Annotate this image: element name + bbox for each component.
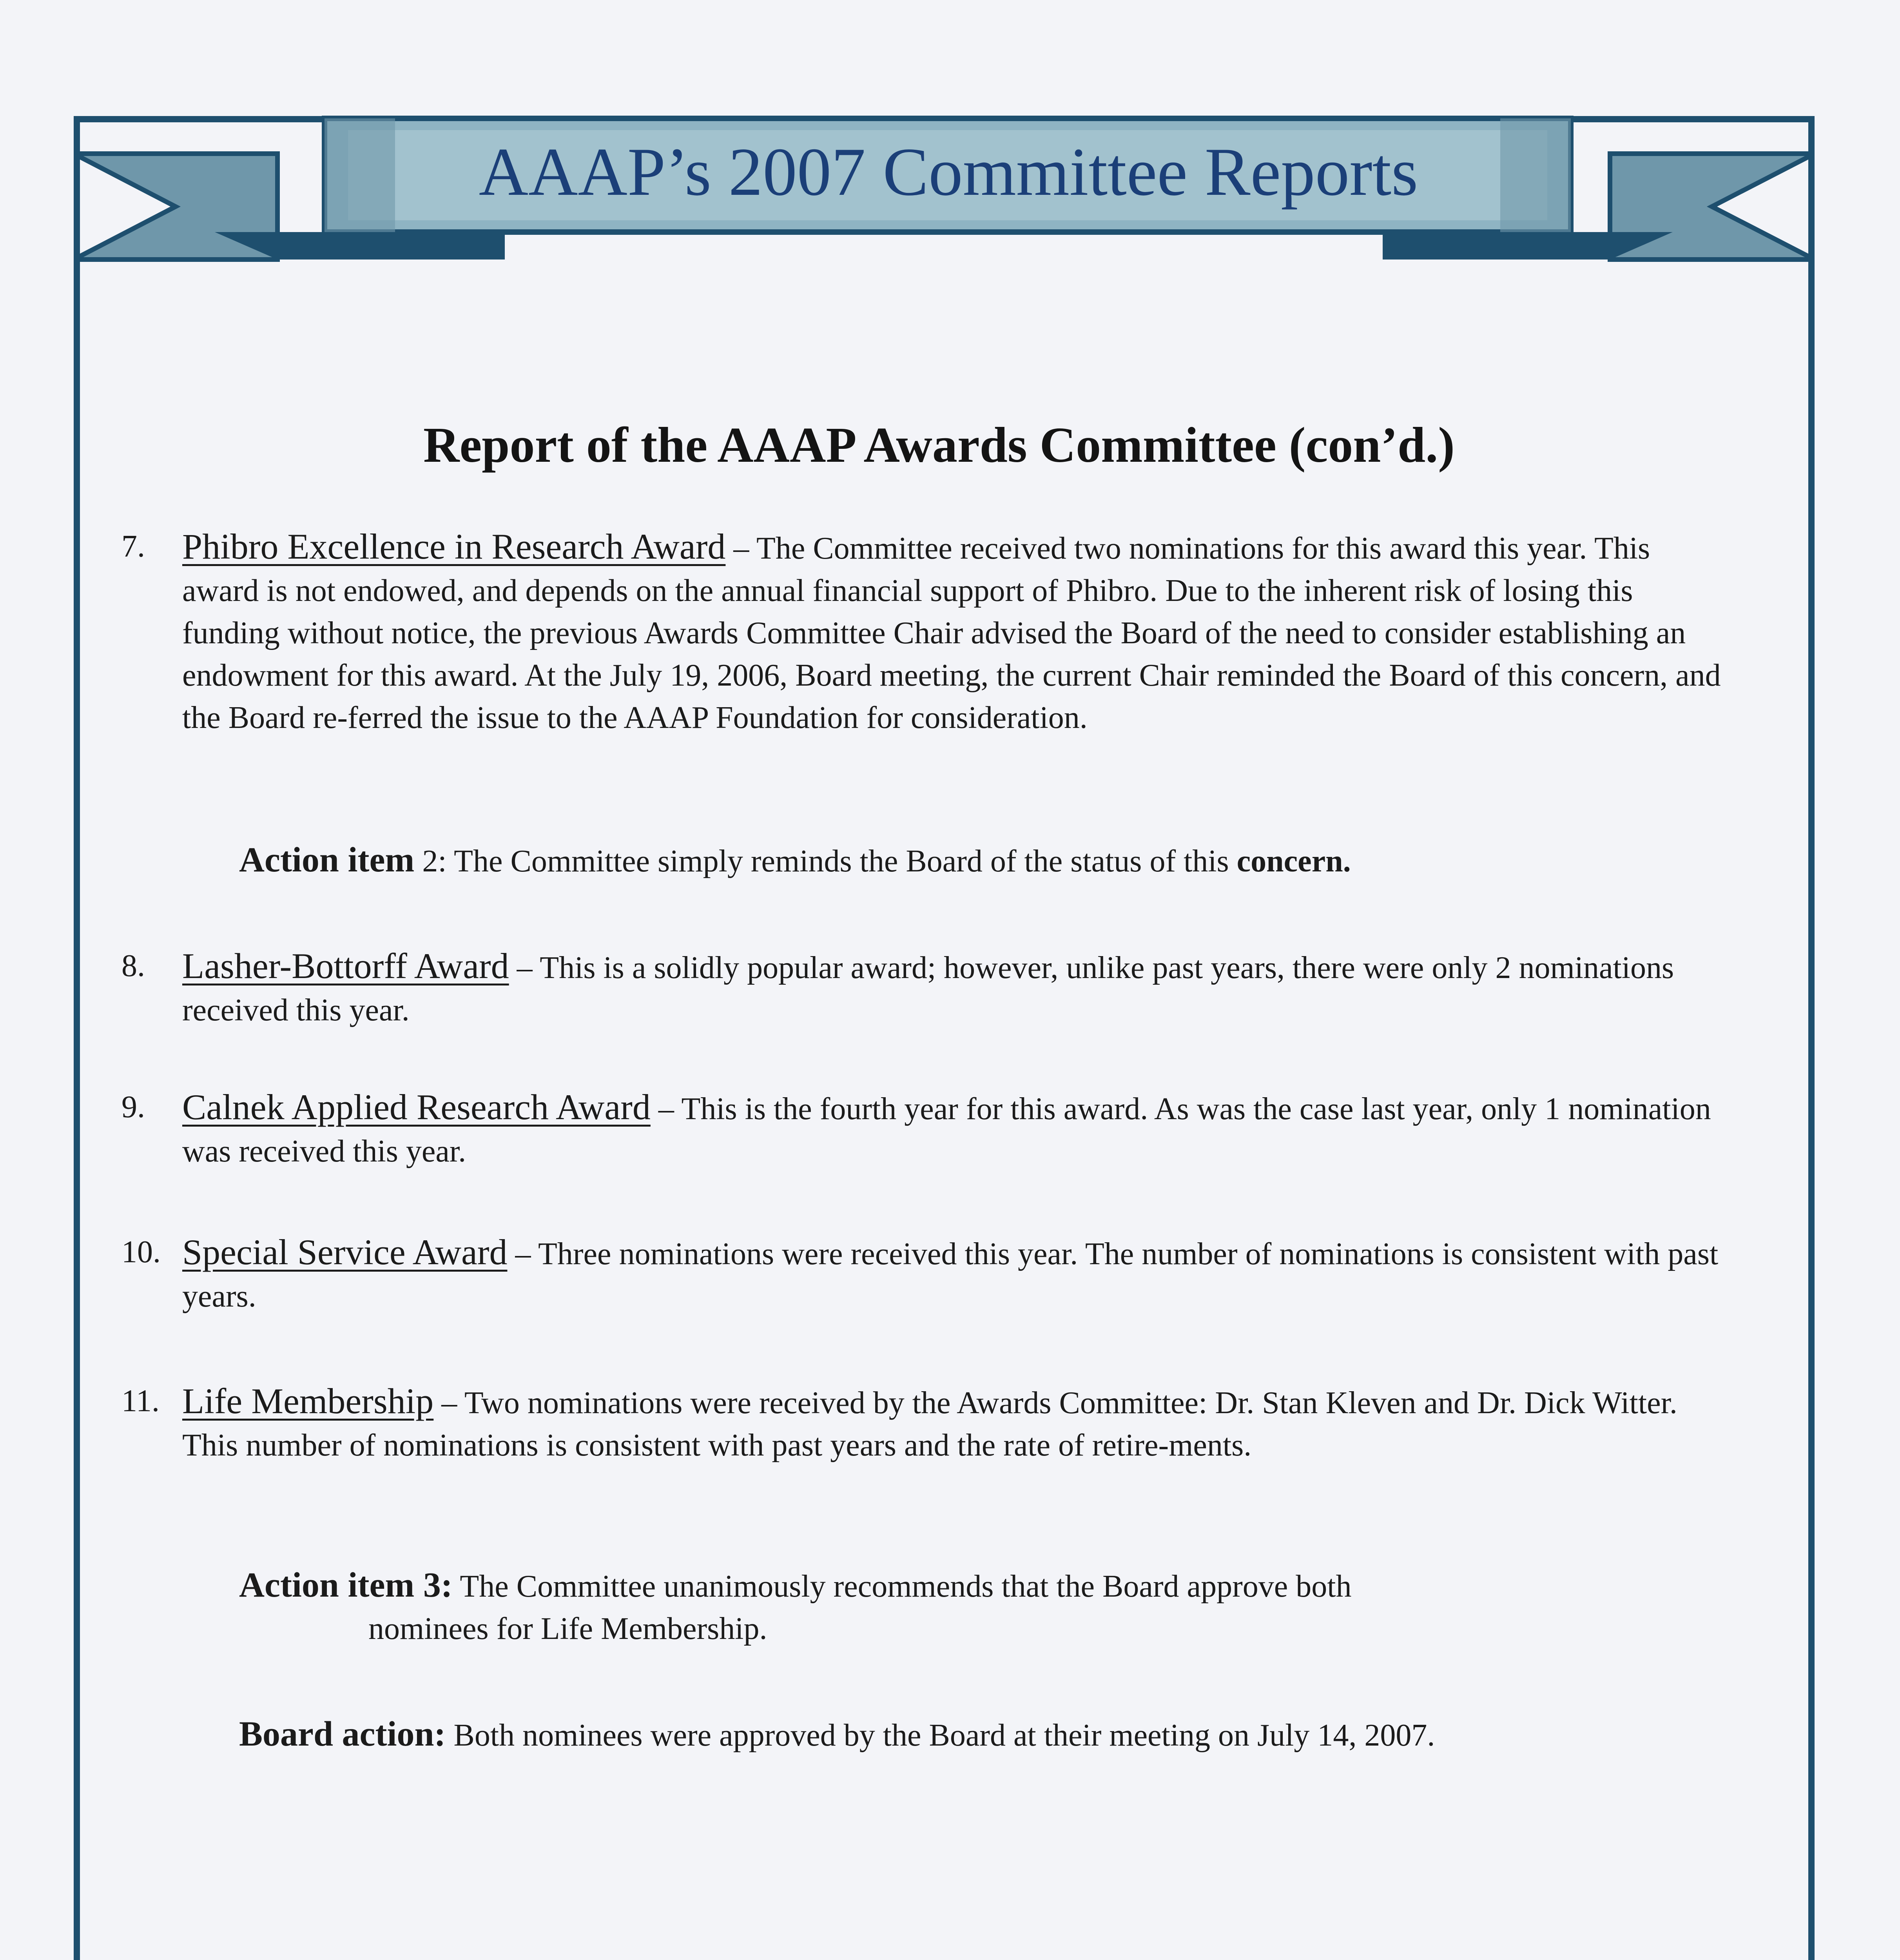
action-item (239, 839, 1728, 882)
item-body (182, 1380, 1732, 1466)
item-number: 11. (121, 1384, 160, 1418)
action-item-text: The Committee simply reminds the Board of the status of this (446, 844, 1237, 878)
item-text: – The Committee received two nominations for this award this year. This award is not endowed, and depends on the annual financial support of Phibro. Due to the inherent risk of losing this funding without notice, the previous Awards Committee Chair advised the Board of the need to consider establishing an endowment for this award. At the July 19, 2006, Board meeting, the current Chair reminded the Board of this concern, and the Board re-ferred the issue to the AAAP Foundation for consideration. (182, 531, 1721, 735)
item-body (182, 525, 1732, 739)
award-name: Phibro Excellence in Research Award (182, 526, 726, 566)
board-action-label: Board action: (239, 1715, 446, 1753)
action-item-continuation: nominees for Life Membership. (368, 1612, 767, 1646)
page-border (74, 116, 1815, 1960)
item-number: 8. (121, 949, 145, 983)
banner-title: AAAP’s 2007 Committee Reports (479, 134, 1418, 210)
award-name: Lasher-Bottorff Award (182, 946, 509, 986)
award-name: Special Service Award (182, 1232, 508, 1272)
report-title: Report of the AAAP Awards Committee (con’d.) (423, 417, 1455, 473)
award-name: Calnek Applied Research Award (182, 1087, 651, 1127)
action-item-number: 2: (414, 844, 447, 878)
action-item (239, 1564, 1728, 1650)
action-item-emphasis: concern. (1236, 844, 1351, 878)
item-number: 9. (121, 1090, 145, 1124)
board-action-text: Both nominees were approved by the Board at their meeting on July 14, 2007. (446, 1718, 1435, 1753)
item-body (182, 1086, 1732, 1172)
item-body (182, 1231, 1732, 1318)
action-item-text: The Committee unanimously recommends that the Board approve both (452, 1569, 1352, 1604)
item-number: 10. (121, 1235, 161, 1269)
item-text: – This is a solidly popular award; however, unlike past years, there were only 2 nominations received this year. (182, 951, 1674, 1027)
item-text: – Two nominations were received by the Awards Committee: Dr. Stan Kleven and Dr. Dick Witter. This number of nominations is consistent with past years and the rate of retire-ments. (182, 1386, 1677, 1463)
action-item-label: Action item (239, 840, 415, 879)
action-item-label: Action item 3: (239, 1566, 453, 1604)
item-body (182, 945, 1732, 1031)
item-number: 7. (121, 529, 145, 564)
item-text: – This is the fourth year for this award. As was the case last year, only 1 nomination was received this year. (182, 1092, 1711, 1169)
board-action (239, 1713, 1728, 1757)
item-text: – Three nominations were received this year. The number of nominations is consistent with past years. (182, 1237, 1719, 1314)
award-name: Life Membership (182, 1381, 434, 1421)
